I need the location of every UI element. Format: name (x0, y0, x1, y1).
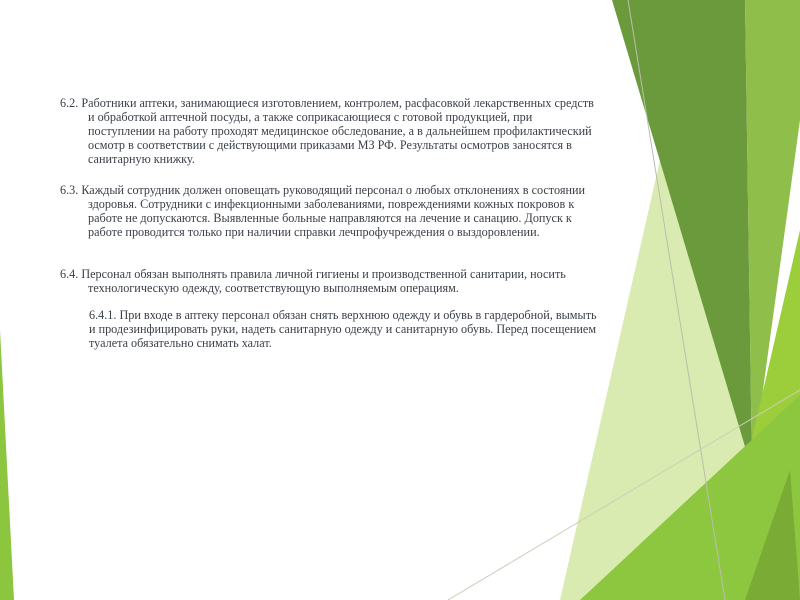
paragraph-6-2: 6.2. Работники аптеки, занимающиеся изготовлением, контролем, расфасовкой лекарственных средств и обработкой аптечной посуды, а также соприкасающиеся с готовой продукцией, при поступлении на работу проходят медицинское обследование, а в дальнейшем профилактический осмотр в соответствии с действующими приказами МЗ РФ. Результаты осмотров заносятся в санитарную книжку. (60, 96, 594, 166)
left-green-sliver (0, 330, 14, 600)
paragraph-6-4: 6.4. Персонал обязан выполнять правила личной гигиены и производственной санитарии, носить технологическую одежду, соответствующую выполняемым операциям. (60, 267, 566, 295)
slide-body (60, 96, 600, 350)
paragraph-6-4-1: 6.4.1. При входе в аптеку персонал обязан снять верхнюю одежду и обувь в гардеробной, вымыть и продезинфицировать руки, надеть санитарную одежду и санитарную обувь. Перед посещением туалета обязательно снимать халат. (89, 308, 597, 350)
paragraph-6-3: 6.3. Каждый сотрудник должен оповещать руководящий персонал о любых отклонениях в состоянии здоровья. Сотрудники с инфекционными заболеваниями, повреждениями кожных покровов к работе не допускаются. Выявленные больные направляются на лечение и санацию. Допуск к работе проводится только при наличии справки лечпрофучреждения о выздоровлении. (60, 183, 586, 239)
